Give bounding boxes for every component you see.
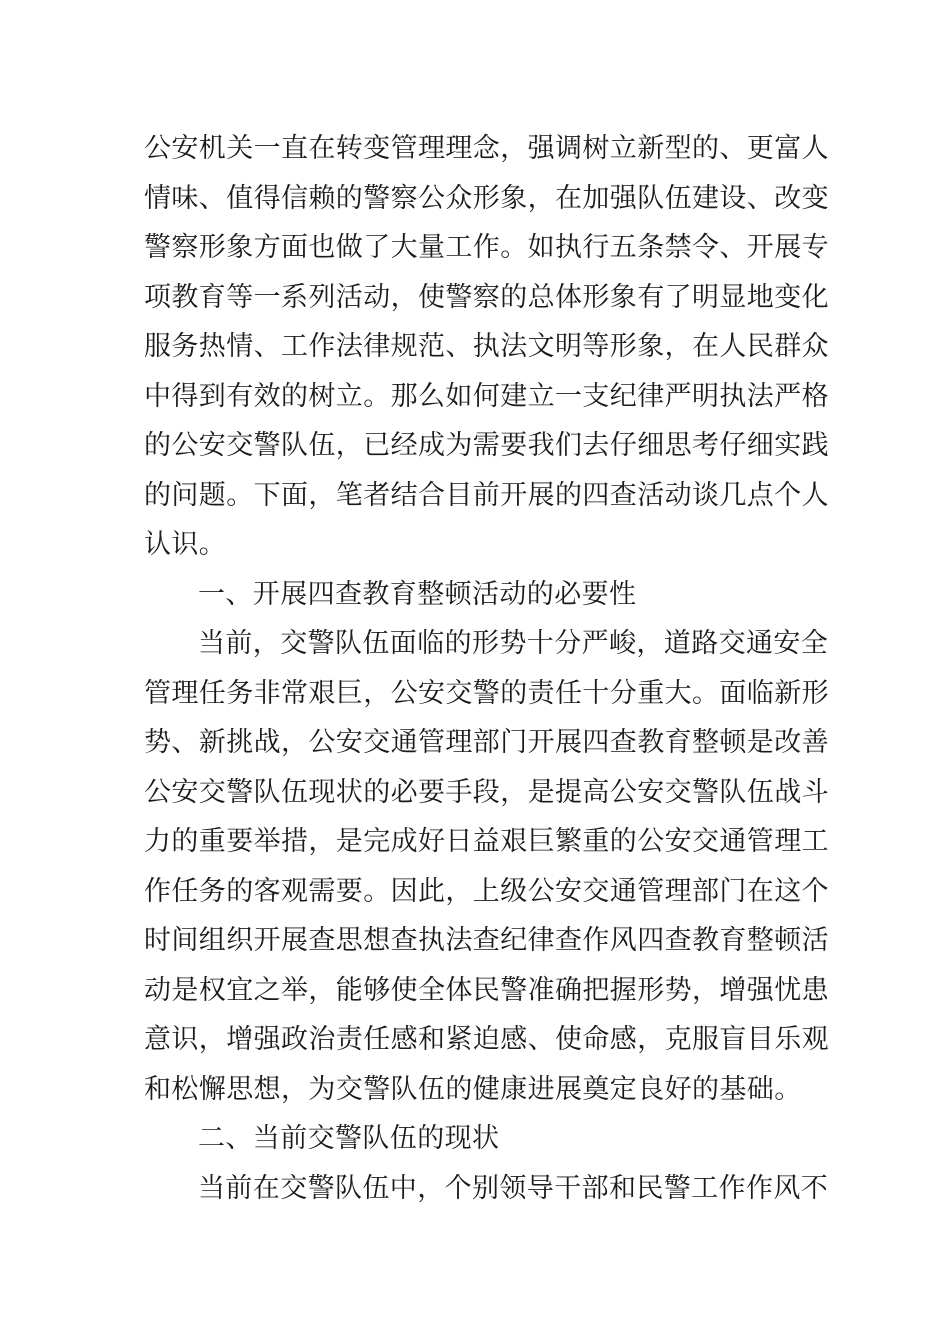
text-line: 项教育等一系列活动，使警察的总体形象有了明显地变化: [144, 281, 829, 313]
text-line: 认识。: [144, 529, 227, 560]
text-line: 服务热情、工作法律规范、执法文明等形象，在人民群众: [144, 331, 829, 362]
text-line: 时间组织开展查思想查执法查纪律查作风四查教育整顿活: [144, 925, 829, 956]
section-heading: 二、当前交警队伍的现状: [198, 1123, 500, 1154]
text-line: 势、新挑战，公安交通管理部门开展四查教育整顿是改善: [144, 727, 829, 758]
text-line: 和松懈思想，为交警队伍的健康进展奠定良好的基础。: [144, 1073, 802, 1105]
text-line: 意识，增强政治责任感和紧迫感、使命感，克服盲目乐观: [144, 1024, 829, 1055]
document-body: [144, 124, 829, 1213]
text-line: 警察形象方面也做了大量工作。如执行五条禁令、开展专: [144, 232, 829, 263]
text-line: 公安机关一直在转变管理理念，强调树立新型的、更富人: [144, 133, 829, 164]
text-line: 情味、值得信赖的警察公众形象，在加强队伍建设、改变: [144, 182, 829, 214]
text-line: 公安交警队伍现状的必要手段，是提高公安交警队伍战斗: [144, 776, 829, 808]
text-line: 的公安交警队伍，已经成为需要我们去仔细思考仔细实践: [144, 430, 829, 461]
text-line: 的问题。下面，笔者结合目前开展的四查活动谈几点个人: [144, 479, 829, 511]
text-line: 管理任务非常艰巨，公安交警的责任十分重大。面临新形: [144, 677, 829, 709]
paragraph-first-line: 当前，交警队伍面临的形势十分严峻，道路交通安全: [198, 628, 829, 659]
text-line: 作任务的客观需要。因此，上级公安交通管理部门在这个: [144, 875, 829, 907]
text-line: 中得到有效的树立。那么如何建立一支纪律严明执法严格: [144, 380, 829, 412]
text-line: 动是权宜之举，能够使全体民警准确把握形势，增强忧患: [144, 974, 829, 1006]
paragraph-first-line: 当前在交警队伍中，个别领导干部和民警工作作风不: [198, 1172, 829, 1204]
text-line: 力的重要举措，是完成好日益艰巨繁重的公安交通管理工: [144, 826, 829, 857]
section-heading: 一、开展四查教育整顿活动的必要性: [198, 578, 637, 610]
